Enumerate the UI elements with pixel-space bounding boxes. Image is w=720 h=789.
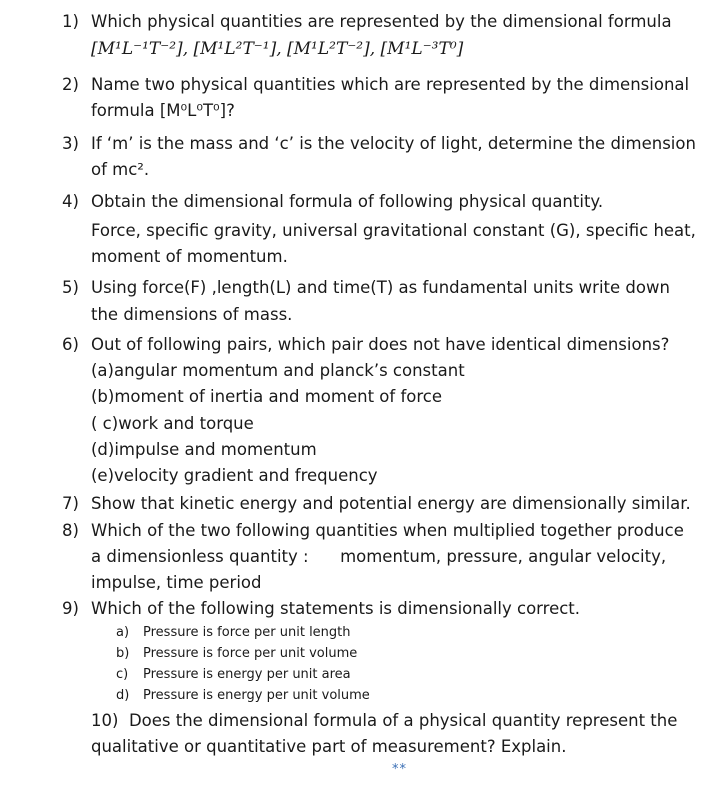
footer-stars: ** bbox=[392, 762, 407, 777]
question-number: 8) bbox=[62, 521, 79, 540]
question-number: 4) bbox=[62, 192, 79, 211]
question-6-option-d: (d)impulse and momentum bbox=[91, 440, 317, 459]
question-5-line-1: Using force(F) ,length(L) and time(T) as fundamental units write down bbox=[91, 278, 670, 297]
question-6-option-e: (e)velocity gradient and frequency bbox=[91, 466, 378, 485]
question-8-line-3: impulse, time period bbox=[91, 573, 262, 592]
question-number: 3) bbox=[62, 134, 79, 153]
q9-option-label: a) bbox=[116, 625, 130, 640]
question-number: 5) bbox=[62, 278, 79, 297]
question-3-line-1: If ‘m’ is the mass and ‘c’ is the velocity of light, determine the dimension bbox=[91, 134, 696, 153]
question-number: 1) bbox=[62, 12, 79, 31]
question-number: 2) bbox=[62, 75, 79, 94]
question-8-line-2: a dimensionless quantity : momentum, pressure, angular velocity, bbox=[91, 547, 667, 566]
question-number: 10) bbox=[91, 711, 119, 730]
question-number: 7) bbox=[62, 494, 79, 513]
q9-option-a: Pressure is force per unit length bbox=[143, 625, 351, 640]
question-4-line-1: Obtain the dimensional formula of following physical quantity. bbox=[91, 192, 604, 211]
question-1-formulas: [M¹L⁻¹T⁻²], [M¹L²T⁻¹], [M¹L²T⁻²], [M¹L⁻³T⁰] bbox=[91, 39, 464, 59]
q9-option-label: c) bbox=[116, 667, 129, 682]
question-2-line-2: formula [M⁰L⁰T⁰]? bbox=[91, 101, 235, 120]
question-3-line-2: of mc². bbox=[91, 160, 150, 179]
question-6-line-1: Out of following pairs, which pair does not have identical dimensions? bbox=[91, 335, 670, 354]
question-7-line-1: Show that kinetic energy and potential energy are dimensionally similar. bbox=[91, 494, 691, 513]
question-number: 6) bbox=[62, 335, 79, 354]
question-10-line-1 bbox=[91, 711, 677, 730]
question-6-option-c: ( c)work and torque bbox=[91, 414, 254, 433]
question-6-option-b: (b)moment of inertia and moment of force bbox=[91, 387, 442, 406]
question-10-line-2: qualitative or quantitative part of measurement? Explain. bbox=[91, 737, 567, 756]
question-6-option-a: (a)angular momentum and planck’s constant bbox=[91, 361, 465, 380]
question-2-line-1: Name two physical quantities which are represented by the dimensional bbox=[91, 75, 690, 94]
q9-option-c: Pressure is energy per unit area bbox=[143, 667, 351, 682]
question-5-line-2: the dimensions of mass. bbox=[91, 305, 293, 324]
q9-option-b: Pressure is force per unit volume bbox=[143, 646, 358, 661]
question-4-line-2: Force, specific gravity, universal gravitational constant (G), specific heat, bbox=[91, 221, 696, 240]
question-10-text: Does the dimensional formula of a physical quantity represent the bbox=[128, 711, 678, 730]
q9-option-label: b) bbox=[116, 646, 130, 661]
q9-option-d: Pressure is energy per unit volume bbox=[143, 688, 370, 703]
question-number: 9) bbox=[62, 599, 79, 618]
question-9-line-1: Which of the following statements is dimensionally correct. bbox=[91, 599, 581, 618]
q9-option-label: d) bbox=[116, 688, 130, 703]
question-4-line-3: moment of momentum. bbox=[91, 247, 288, 266]
question-1-line-1: Which physical quantities are represented by the dimensional formula bbox=[91, 12, 672, 31]
question-8-line-1: Which of the two following quantities when multiplied together produce bbox=[91, 521, 684, 540]
